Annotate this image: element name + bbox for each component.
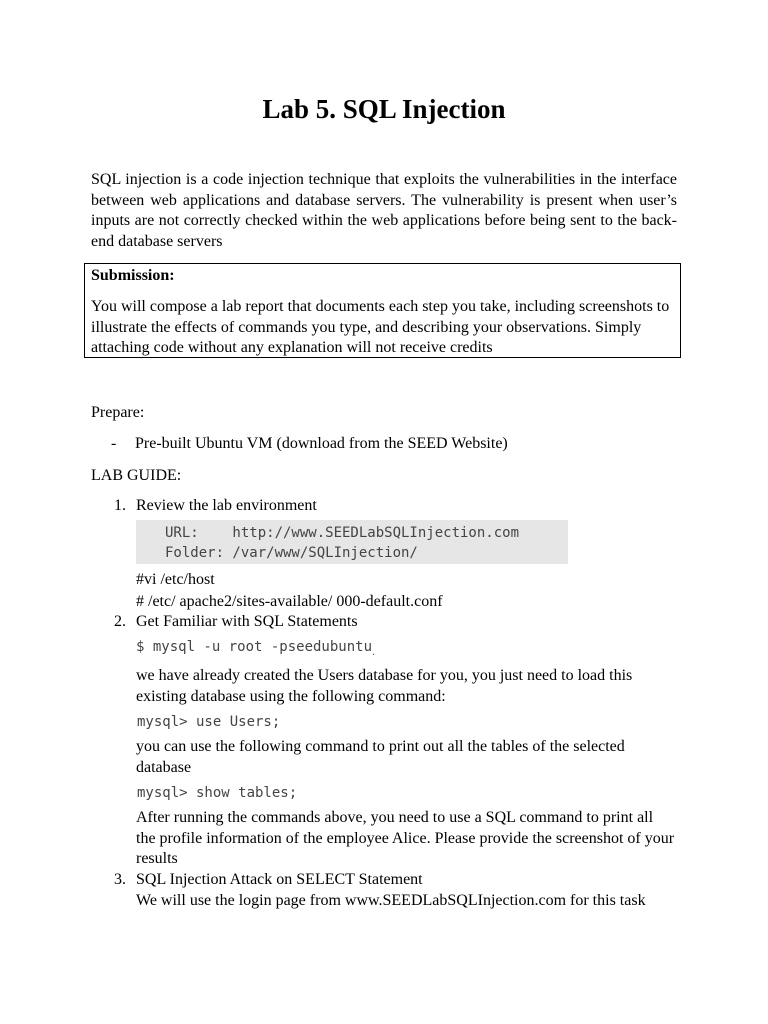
- code-line-url: URL: http://www.SEEDLabSQLInjection.com: [165, 525, 520, 541]
- step-paragraph: you can use the following command to print out all the tables of the selected database: [136, 738, 625, 776]
- step-paragraph: After running the commands above, you need to use a SQL command to print all the profile information of the employee Alice. Please provide the screenshot of your results: [136, 809, 675, 867]
- command-suffix: .: [372, 644, 376, 658]
- prepare-list-item: [111, 434, 508, 454]
- step-note: # /etc/ apache2/sites-available/ 000-default.conf: [136, 593, 443, 610]
- step-heading: Get Familiar with SQL Statements: [136, 613, 358, 630]
- lab-guide-label: LAB GUIDE:: [91, 467, 182, 484]
- step-paragraph: we have already created the Users database for you, you just need to load this existing database using the following command:: [136, 667, 633, 705]
- command-mysql-login: [136, 637, 375, 657]
- submission-heading: Submission:: [91, 267, 175, 284]
- step-heading: Review the lab environment: [136, 497, 317, 514]
- step-number: 2.: [114, 613, 126, 630]
- command-show-tables: mysql> show tables;: [137, 785, 298, 801]
- intro-paragraph: SQL injection is a code injection technique that exploits the vulnerabilities in the interface between web applications and database servers. The vulnerability is present when user’s inputs are not correctly checked within the web applications before being sent to the back-end database servers: [91, 171, 677, 250]
- step-paragraph: We will use the login page from www.SEEDLabSQLInjection.com for this task: [136, 892, 646, 909]
- page-title: Lab 5. SQL Injection: [262, 94, 506, 124]
- step-note: #vi /etc/host: [136, 571, 215, 588]
- command-use-users: mysql> use Users;: [137, 714, 281, 730]
- code-line-folder: Folder: /var/www/SQLInjection/: [165, 545, 418, 561]
- command-text: $ mysql -u root -pseedubuntu: [136, 639, 373, 655]
- prepare-label: Prepare:: [91, 404, 145, 421]
- code-block: [136, 520, 568, 564]
- step-number: 1.: [114, 497, 126, 514]
- submission-body: You will compose a lab report that documents each step you take, including screenshots to illustrate the effects of commands you type, and describing your observations. Simply attaching code without any explanation will not receive credits: [91, 298, 670, 356]
- step-number: 3.: [114, 871, 126, 888]
- bullet-dash: -: [111, 435, 117, 452]
- step-heading: SQL Injection Attack on SELECT Statement: [136, 871, 423, 888]
- submission-box: [84, 263, 681, 358]
- prepare-item-text: Pre-built Ubuntu VM (download from the SEED Website): [135, 435, 508, 452]
